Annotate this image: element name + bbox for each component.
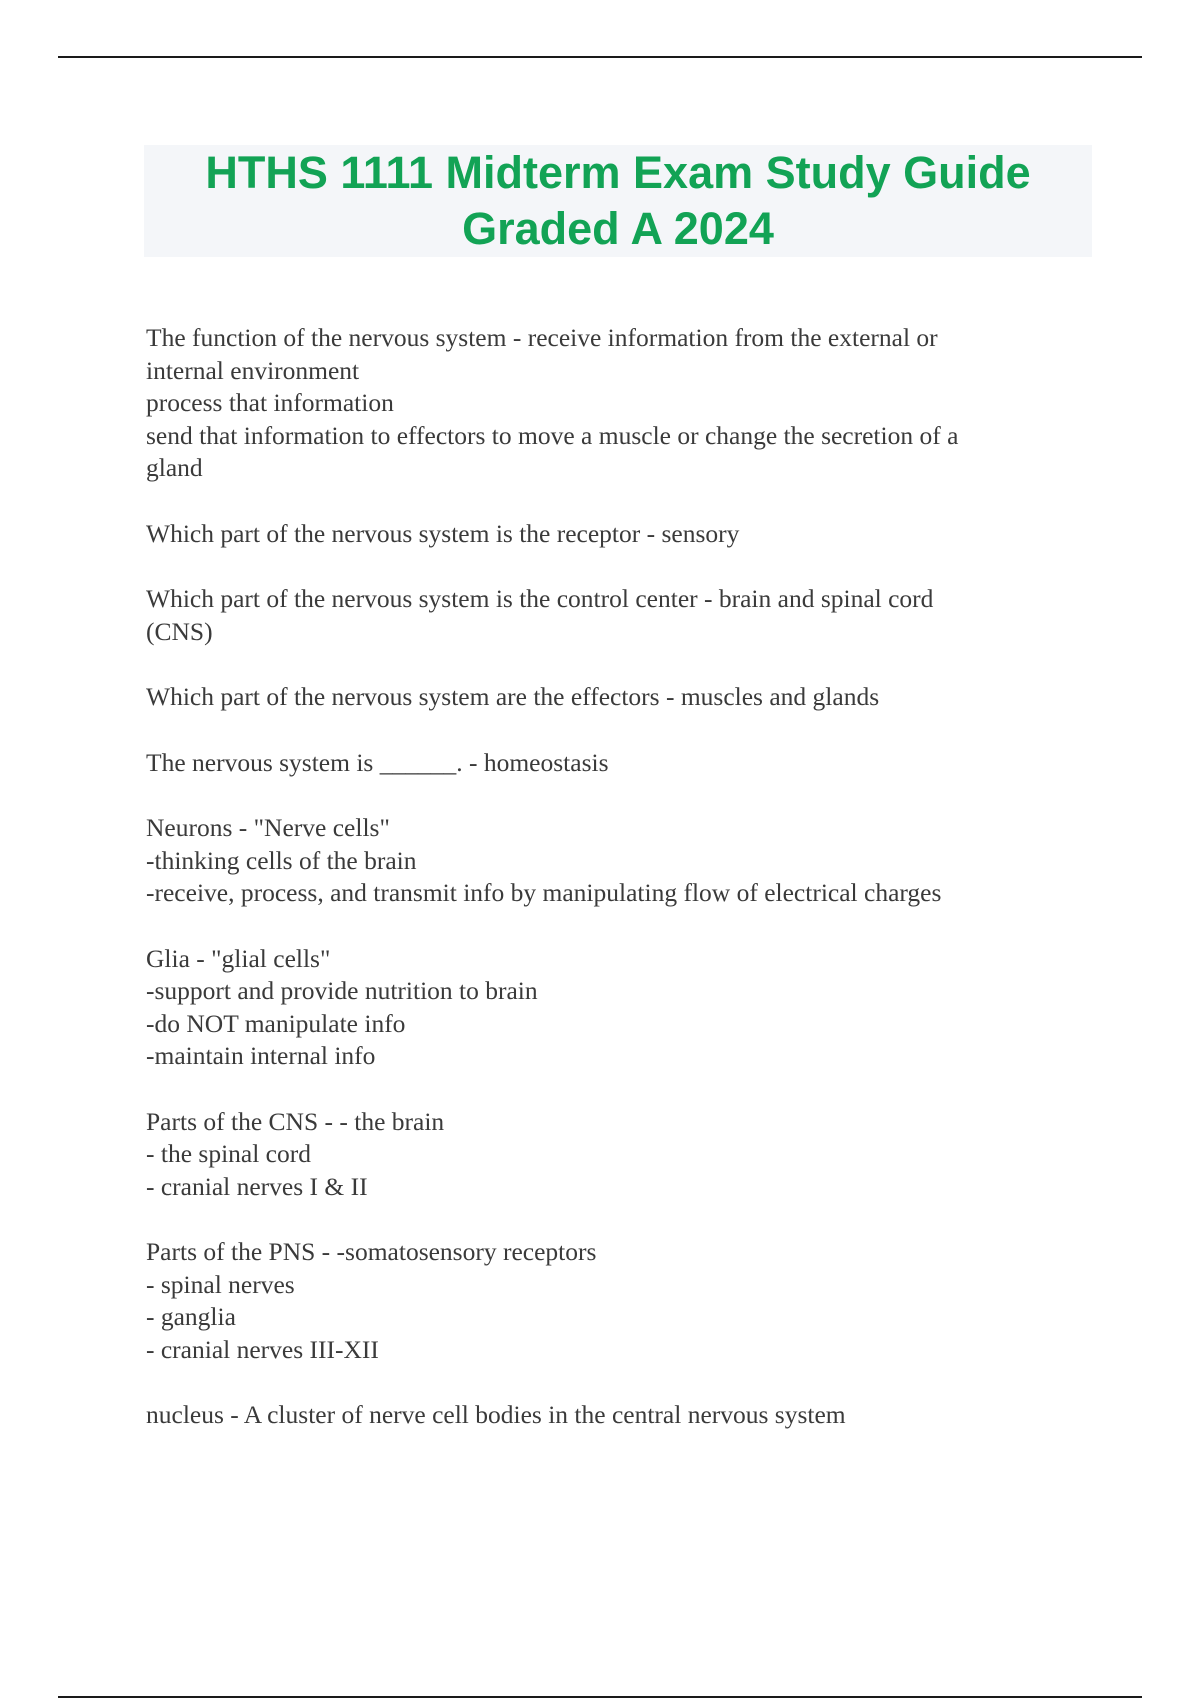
text-line: - ganglia (146, 1302, 236, 1331)
document-title-line-1: HTHS 1111 Midterm Exam Study Guide (205, 147, 1031, 198)
text-line: nucleus - A cluster of nerve cell bodies in the central nervous system (146, 1400, 846, 1429)
text-line: internal environment (146, 355, 360, 385)
text-line: (CNS) (146, 616, 213, 646)
text-line: process that information (146, 388, 394, 417)
qa-item (146, 681, 1076, 714)
text-line: Glia - "glial cells" (146, 943, 331, 973)
qa-item (146, 943, 1076, 1073)
bottom-rule (58, 1696, 1142, 1698)
qa-item (146, 1399, 1076, 1432)
qa-item (146, 583, 1076, 648)
text-line: -do NOT manipulate info (146, 1008, 406, 1038)
qa-item (146, 322, 1076, 485)
text-line: The function of the nervous system - receive information from the external or (146, 323, 938, 352)
qa-item (146, 1106, 1076, 1204)
text-line: Neurons - "Nerve cells" (146, 813, 390, 842)
text-line: - spinal nerves (146, 1269, 295, 1299)
qa-item (146, 747, 1076, 780)
qa-item (146, 518, 1076, 551)
text-line: -support and provide nutrition to brain (146, 976, 538, 1005)
text-line: - cranial nerves I & II (146, 1171, 368, 1201)
text-line: - cranial nerves III-XII (146, 1334, 379, 1364)
text-line: Which part of the nervous system is the control center - brain and spinal cord (146, 584, 934, 613)
study-guide-content (146, 322, 1076, 1465)
text-line: send that information to effectors to move a muscle or change the secretion of a (146, 420, 959, 450)
qa-item (146, 1236, 1076, 1366)
qa-item (146, 812, 1076, 910)
text-line: -maintain internal info (146, 1041, 376, 1070)
text-line: Which part of the nervous system are the effectors - muscles and glands (146, 682, 880, 711)
text-line: Parts of the CNS - - the brain (146, 1106, 445, 1136)
text-line: The nervous system is ______. - homeostasis (146, 747, 609, 777)
text-line: -thinking cells of the brain (146, 845, 417, 875)
text-line: Which part of the nervous system is the receptor - sensory (146, 518, 740, 548)
title-banner (144, 145, 1092, 257)
text-line: Parts of the PNS - -somatosensory receptors (146, 1237, 597, 1266)
text-line: -receive, process, and transmit info by manipulating flow of electrical charges (146, 878, 942, 907)
text-line: gland (146, 453, 203, 482)
top-rule (58, 56, 1142, 58)
document-title-line-2: Graded A 2024 (462, 203, 774, 254)
text-line: - the spinal cord (146, 1139, 311, 1168)
